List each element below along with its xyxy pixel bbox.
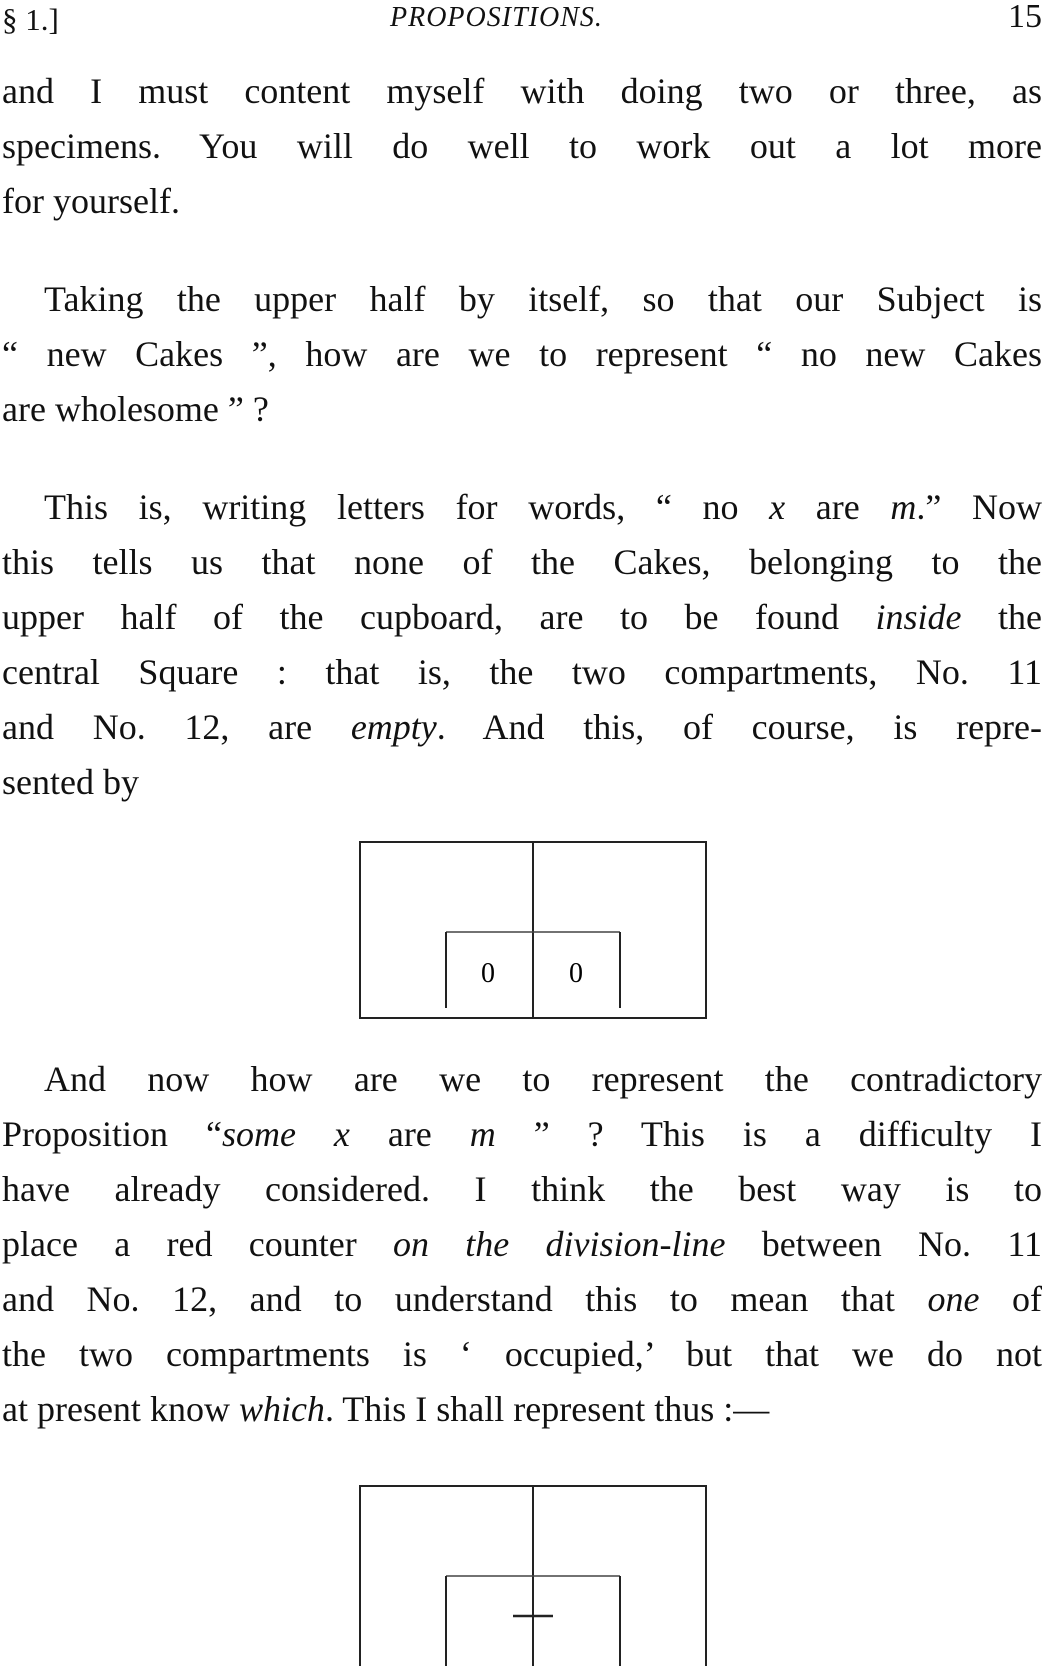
compartment-12-counter: 0: [569, 958, 583, 989]
text-line: for yourself.: [2, 181, 180, 221]
text-line: And now how are we to represent the contradictory: [44, 1059, 1042, 1099]
text-line: upper half of the cupboard, are to be found inside the: [2, 597, 1043, 637]
page-number: 15: [1008, 0, 1042, 35]
text-line: this tells us that none of the Cakes, belonging to the: [2, 542, 1042, 582]
paragraph-1: [2, 64, 1042, 229]
cupboard-diagram-divided: [358, 1484, 708, 1666]
text-line: and No. 12, are empty. And this, of course, is repre-: [2, 707, 1043, 747]
paragraph-4: [2, 1052, 1042, 1437]
paragraph-2: [2, 272, 1042, 437]
page-header: [0, 0, 1056, 44]
text-line: have already considered. I think the best way is to: [2, 1169, 1042, 1209]
text-line: This is, writing letters for words, “ no x are m.” Now: [44, 487, 1042, 527]
text-line: “ new Cakes ”, how are we to represent “ no new Cakes: [2, 334, 1042, 374]
section-marker: § 1.]: [2, 2, 59, 37]
text-line: at present know which. This I shall represent thus :—: [2, 1389, 770, 1429]
text-line: are wholesome ” ?: [2, 389, 269, 429]
cupboard-diagram-divided-svg: [358, 1484, 708, 1666]
cupboard-diagram-svg: [358, 840, 708, 1020]
running-title: PROPOSITIONS.: [390, 2, 603, 33]
text-line: the two compartments is ‘ occupied,’ but that we do not: [2, 1334, 1042, 1374]
text-line: and No. 12, and to understand this to mean that one of: [2, 1279, 1042, 1319]
compartment-11-counter: 0: [481, 958, 495, 989]
text-line: central Square : that is, the two compartments, No. 11: [2, 652, 1042, 692]
text-line: and I must content myself with doing two or three, as: [2, 71, 1042, 111]
text-line: place a red counter on the division-line between No. 11: [2, 1224, 1042, 1264]
text-line: sented by: [2, 762, 139, 802]
cupboard-diagram-empty: [358, 840, 708, 1020]
text-line: specimens. You will do well to work out a lot more: [2, 126, 1042, 166]
text-line: Proposition “some x are m ” ? This is a difficulty I: [2, 1114, 1043, 1154]
text-line: Taking the upper half by itself, so that our Subject is: [44, 279, 1042, 319]
paragraph-3: [2, 480, 1042, 810]
